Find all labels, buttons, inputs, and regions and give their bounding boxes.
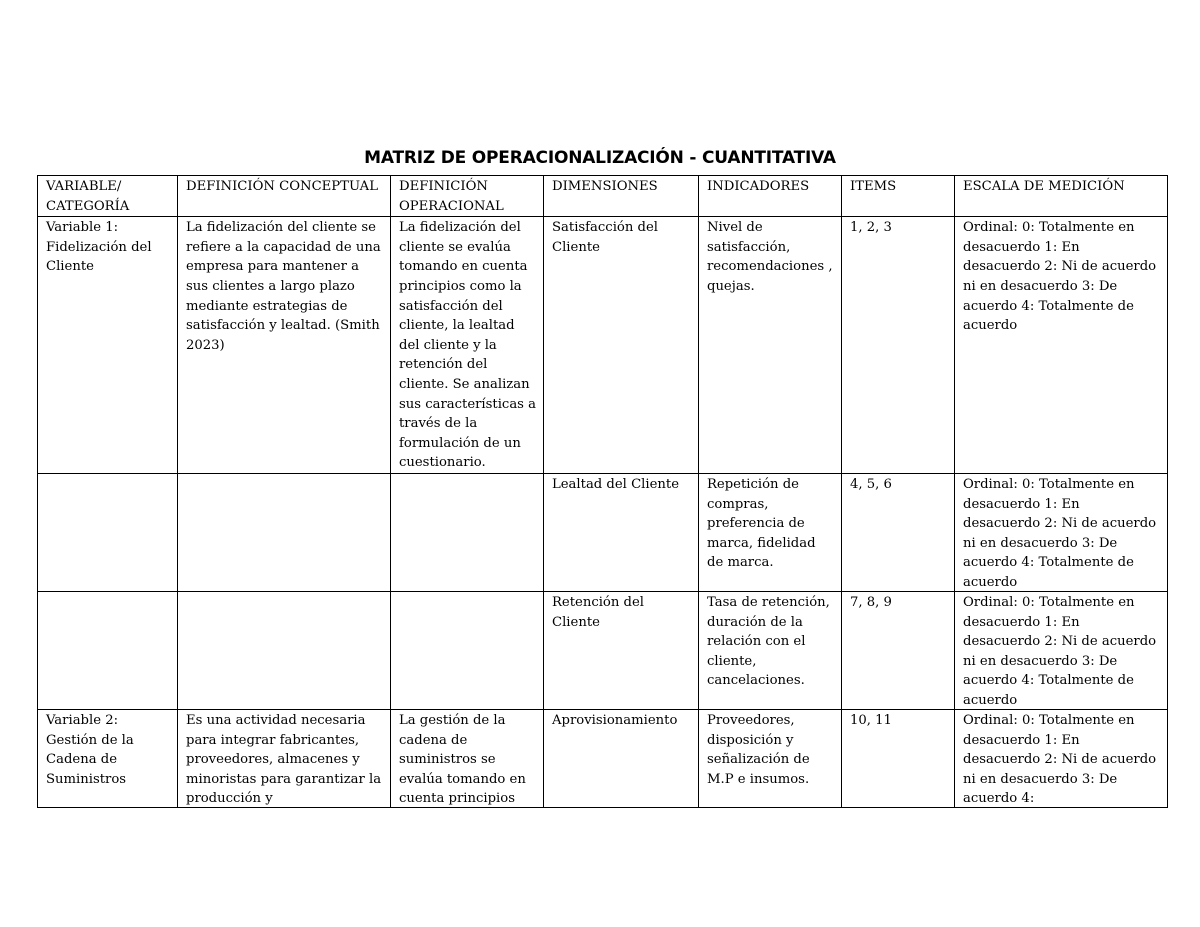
cell-conceptual: La fidelización del cliente se refiere a la capacidad de una empresa para mantener a sus clientes a largo plazo mediante estrategias de satisfacción y lealtad. (Smith 2023) xyxy=(178,217,391,474)
cell-escala-text: Ordinal: 0: Totalmente en desacuerdo 1: En desacuerdo 2: Ni de acuerdo ni en desacuerdo 3: De acuerdo 4: Totalmente de acuerdo xyxy=(963,594,1157,708)
header-operacional: DEFINICIÓN OPERACIONAL xyxy=(391,176,544,217)
header-indicadores: INDICADORES xyxy=(699,176,842,217)
header-items: ITEMS xyxy=(842,176,955,217)
operationalization-table xyxy=(37,175,1168,808)
header-escala: ESCALA DE MEDICIÓN xyxy=(955,176,1168,217)
header-variable: VARIABLE/ CATEGORÍA xyxy=(38,176,178,217)
cell-dimension: Aprovisionamiento xyxy=(544,709,699,807)
cell-escala-text: Ordinal: 0: Totalmente en desacuerdo 1: En desacuerdo 2: Ni de acuerdo ni en desacuerdo 3: De acuerdo 4: Totalmente de acuerdo xyxy=(963,476,1157,590)
table-row xyxy=(38,591,1168,709)
table-header-row xyxy=(38,176,1168,217)
cell-conceptual xyxy=(178,709,391,807)
cell-variable: Variable 1: Fidelización del Cliente xyxy=(38,217,178,474)
cell-escala xyxy=(955,473,1168,591)
cell-indicadores: Nivel de satisfacción, recomendaciones , quejas. xyxy=(699,217,842,474)
cell-indicadores: Repetición de compras, preferencia de marca, fidelidad de marca. xyxy=(699,473,842,591)
table-row xyxy=(38,473,1168,591)
document-title: MATRIZ DE OPERACIONALIZACIÓN - CUANTITATIVA xyxy=(364,148,836,168)
cell-operacional xyxy=(391,591,544,709)
cell-conceptual-text: Es una actividad necesaria para integrar fabricantes, proveedores, almacenes y minoristas para garantizar la producción y xyxy=(186,712,382,807)
cell-escala xyxy=(955,709,1168,807)
cell-operacional-text: La gestión de la cadena de suministros se evalúa tomando en cuenta principios xyxy=(399,712,526,807)
cell-variable: Variable 2: Gestión de la Cadena de Suministros xyxy=(38,709,178,807)
cell-items: 1, 2, 3 xyxy=(842,217,955,474)
table-row xyxy=(38,709,1168,807)
cell-operacional: La fidelización del cliente se evalúa tomando en cuenta principios como la satisfacción del cliente, la lealtad del cliente y la retención del cliente. Se analizan sus características a través de la formulación de un cuestionario. xyxy=(391,217,544,474)
cell-dimension: Retención del Cliente xyxy=(544,591,699,709)
cell-items: 10, 11 xyxy=(842,709,955,807)
cell-escala xyxy=(955,591,1168,709)
cell-escala-text: Ordinal: 0: Totalmente en desacuerdo 1: En desacuerdo 2: Ni de acuerdo ni en desacuerdo 3: De acuerdo 4: xyxy=(963,712,1157,807)
cell-escala: Ordinal: 0: Totalmente en desacuerdo 1: En desacuerdo 2: Ni de acuerdo ni en desacuerdo 3: De acuerdo 4: Totalmente de acuerdo xyxy=(955,217,1168,474)
cell-items: 7, 8, 9 xyxy=(842,591,955,709)
table-row xyxy=(38,217,1168,474)
header-dimensiones: DIMENSIONES xyxy=(544,176,699,217)
cell-dimension: Lealtad del Cliente xyxy=(544,473,699,591)
cell-conceptual xyxy=(178,473,391,591)
cell-conceptual xyxy=(178,591,391,709)
header-conceptual: DEFINICIÓN CONCEPTUAL xyxy=(178,176,391,217)
cell-variable xyxy=(38,473,178,591)
cell-variable xyxy=(38,591,178,709)
cell-operacional xyxy=(391,473,544,591)
cell-indicadores: Proveedores, disposición y señalización de M.P e insumos. xyxy=(699,709,842,807)
cell-indicadores xyxy=(699,591,842,709)
cell-items: 4, 5, 6 xyxy=(842,473,955,591)
cell-indicadores-text: Tasa de retención, duración de la relación con el cliente, cancelaciones. xyxy=(707,594,830,689)
cell-operacional xyxy=(391,709,544,807)
cell-dimension: Satisfacción del Cliente xyxy=(544,217,699,474)
